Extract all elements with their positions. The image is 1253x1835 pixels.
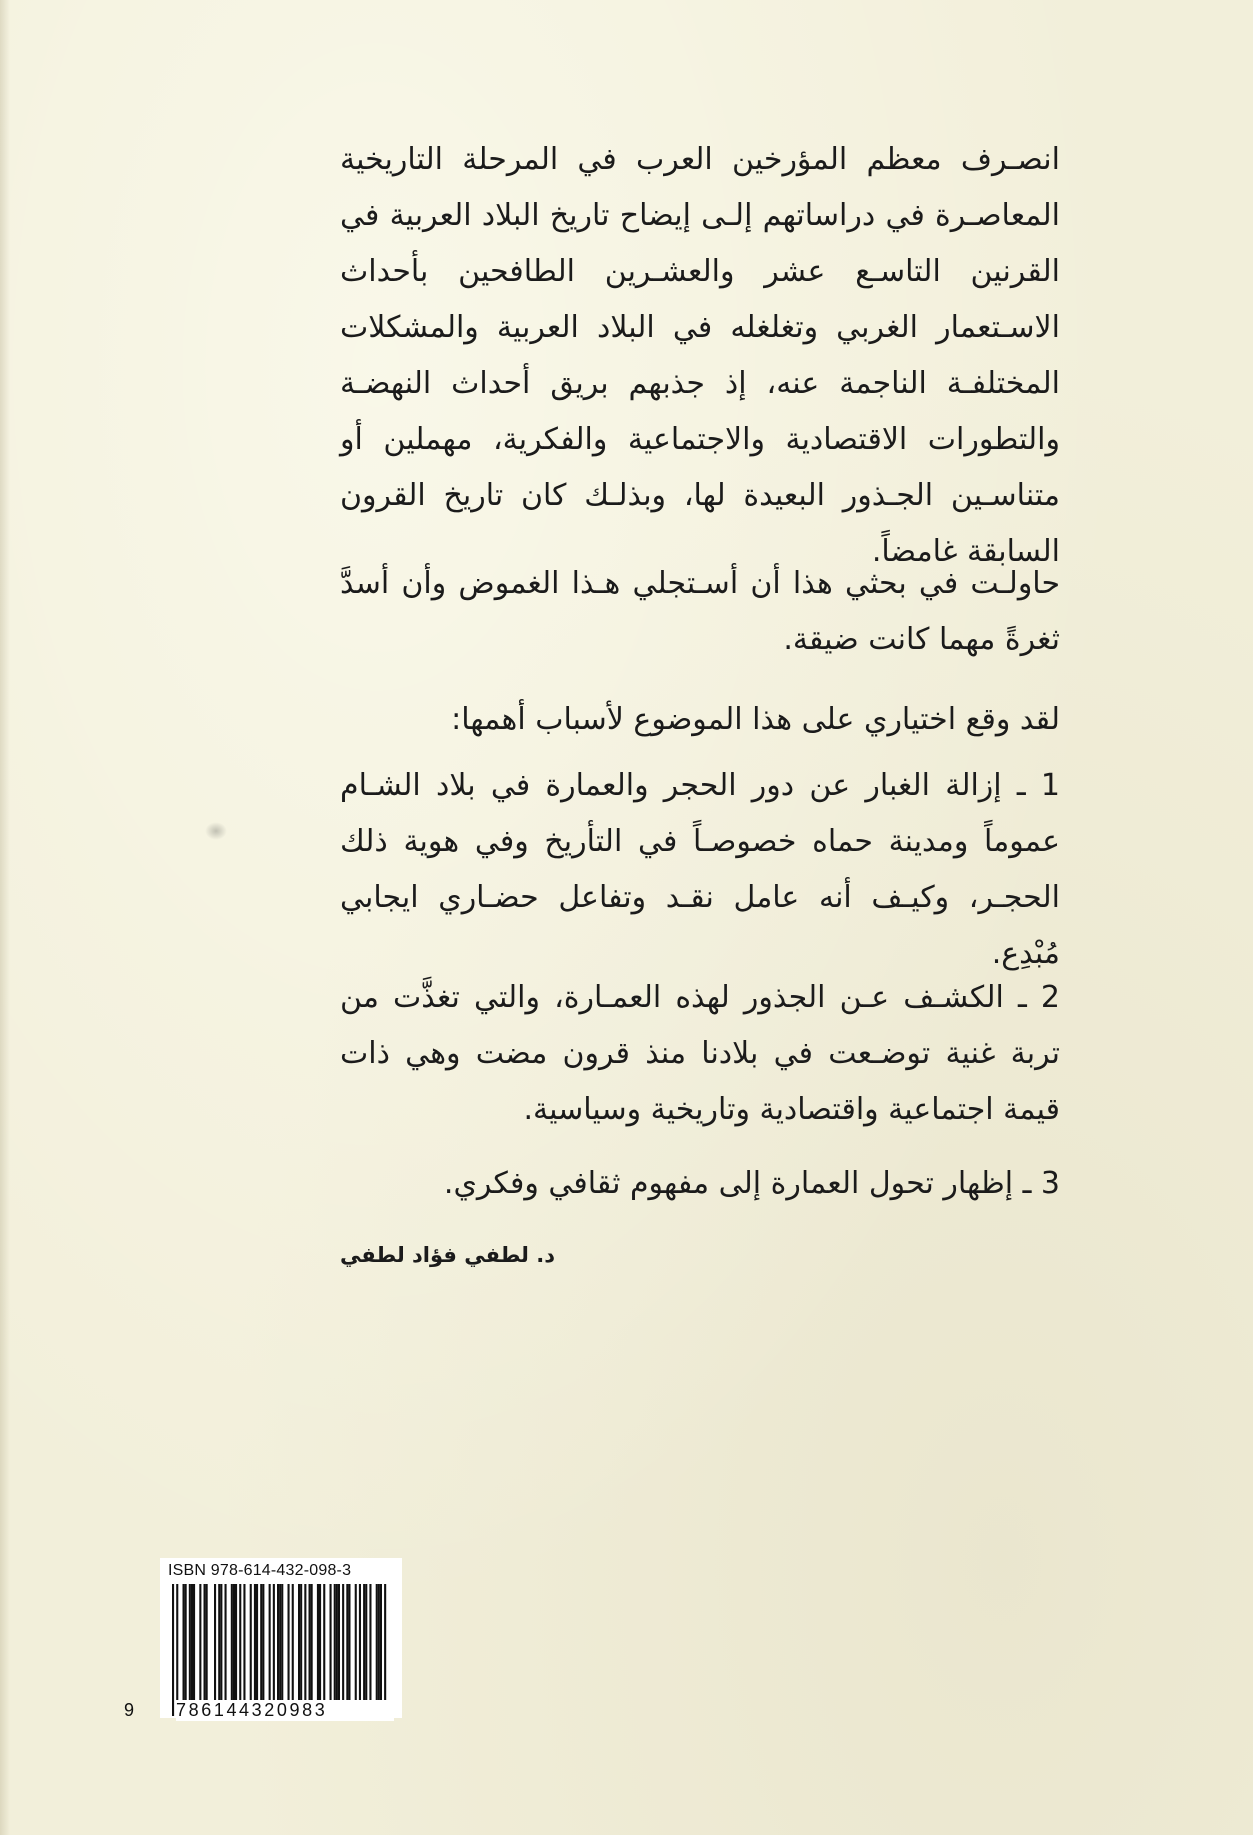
- aim-paragraph: حاولـت في بحثي هذا أن أسـتجلي هـذا الغموض وأن أسدَّ ثغرةً مهما كانت ضيقة.: [340, 566, 1060, 657]
- barcode-bar: [243, 1584, 245, 1700]
- barcode-bar: [359, 1584, 361, 1700]
- barcode-bar: [376, 1584, 378, 1700]
- barcode-bar: [199, 1584, 201, 1700]
- barcode-bar: [304, 1584, 306, 1700]
- barcode-bar: [288, 1584, 290, 1700]
- barcode-bar: [269, 1584, 271, 1700]
- barcode-bar: [346, 1584, 348, 1700]
- barcode-bar: [214, 1584, 216, 1700]
- barcode-bar: [279, 1584, 281, 1716]
- barcode-bar: [369, 1584, 371, 1700]
- author-signature: د. لطفي فؤاد لطفي: [340, 1243, 555, 1267]
- barcode-bar: [334, 1584, 336, 1700]
- barcode-bar: [300, 1584, 302, 1700]
- reason-item-2: 2 ـ الكشـف عـن الجذور لهذه العمـارة، والتي تغذَّت من تربة غنية توضـعت في بلادنا منذ قرون مضت وهي ذات قيمة اجتماعية واقتصادية وتاريخية وسياسية.: [340, 980, 1060, 1127]
- barcode-bar: [254, 1584, 256, 1700]
- barcode-bar: [348, 1584, 350, 1700]
- barcode-bar: [273, 1584, 275, 1700]
- barcode-bar: [262, 1584, 264, 1700]
- barcode-bar: [220, 1584, 222, 1700]
- isbn-barcode: [160, 1558, 402, 1718]
- barcode-bar: [363, 1584, 365, 1700]
- barcode-bar: [323, 1584, 325, 1700]
- intro-paragraph: انصـرف معظم المؤرخين العرب في المرحلة التاريخية المعاصـرة في دراساتهم إلـى إيضاح تاريخ البلاد العربية في القرنين التاسـع عشر والعشـرين الطافحين بأحداث الاسـتعمار الغربي وتغلغله في البلاد العربية والمشكلات المختلفـة الناجمة عنه، إذ جذبهم بريق أحداث النهضـة والتطورات الاقتصادية والاجتماعية والفكرية، مهملين أو متناسـين الجـذور البعيدة لها، وبذلـك كان تاريخ القرون السابقة غامضاً.: [340, 142, 1060, 569]
- barcode-bar: [292, 1584, 294, 1700]
- barcode-first-digit: 9: [124, 1700, 135, 1720]
- barcode-bar: [235, 1584, 237, 1700]
- barcode-bar: [250, 1584, 252, 1700]
- reason-item-1: 1 ـ إزالة الغبار عن دور الحجر والعمارة في بلاد الشـام عموماً ومدينة حماه خصوصـاً في التأريخ وفي هوية ذلك الحجـر، وكيـف أنه عامل نقـد وتفاعل حضـاري ايجابي مُبْدِع.: [340, 768, 1060, 971]
- barcode-bar: [185, 1584, 187, 1700]
- barcode-bar: [365, 1584, 367, 1700]
- barcode-bar: [317, 1584, 319, 1700]
- barcode-bar: [193, 1584, 195, 1700]
- barcode-bar: [330, 1584, 332, 1700]
- barcode-bar: [176, 1584, 178, 1716]
- barcode-bar: [183, 1584, 185, 1700]
- barcode-bar: [191, 1584, 193, 1700]
- barcode-bar: [311, 1584, 313, 1700]
- barcode-bar: [231, 1584, 233, 1700]
- barcode-bar: [298, 1584, 300, 1700]
- barcode-bar: [378, 1584, 380, 1700]
- isbn-label: ISBN 978-614-432-098-3: [168, 1562, 352, 1579]
- barcode-digits: 786144320983: [176, 1700, 394, 1721]
- barcode-bars: [160, 1558, 402, 1718]
- barcode-bar: [281, 1584, 283, 1716]
- barcode-bar: [233, 1584, 235, 1700]
- barcode-bar: [380, 1584, 382, 1716]
- barcode-bar: [355, 1584, 357, 1700]
- barcode-bar: [260, 1584, 262, 1700]
- barcode-bar: [239, 1584, 241, 1700]
- barcode-bar: [336, 1584, 338, 1700]
- barcode-bar: [309, 1584, 311, 1700]
- paper-blemish: [205, 822, 227, 840]
- barcode-bar: [342, 1584, 344, 1700]
- reasons-heading: لقد وقع اختياري على هذا الموضوع لأسباب أهمها:: [451, 702, 1060, 737]
- barcode-bar: [189, 1584, 191, 1700]
- barcode-bar: [206, 1584, 208, 1700]
- barcode-bar: [204, 1584, 206, 1700]
- barcode-bar: [319, 1584, 321, 1700]
- barcode-bar: [384, 1584, 386, 1716]
- barcode-bar: [338, 1584, 340, 1700]
- barcode-bar: [277, 1584, 279, 1716]
- barcode-bar: [172, 1584, 174, 1716]
- reason-item-3: 3 ـ إظهار تحول العمارة إلى مفهوم ثقافي وفكري.: [443, 1166, 1060, 1201]
- page-edge-shadow: [0, 0, 10, 1835]
- barcode-bar: [218, 1584, 220, 1700]
- barcode-bar: [225, 1584, 227, 1700]
- barcode-bar: [256, 1584, 258, 1700]
